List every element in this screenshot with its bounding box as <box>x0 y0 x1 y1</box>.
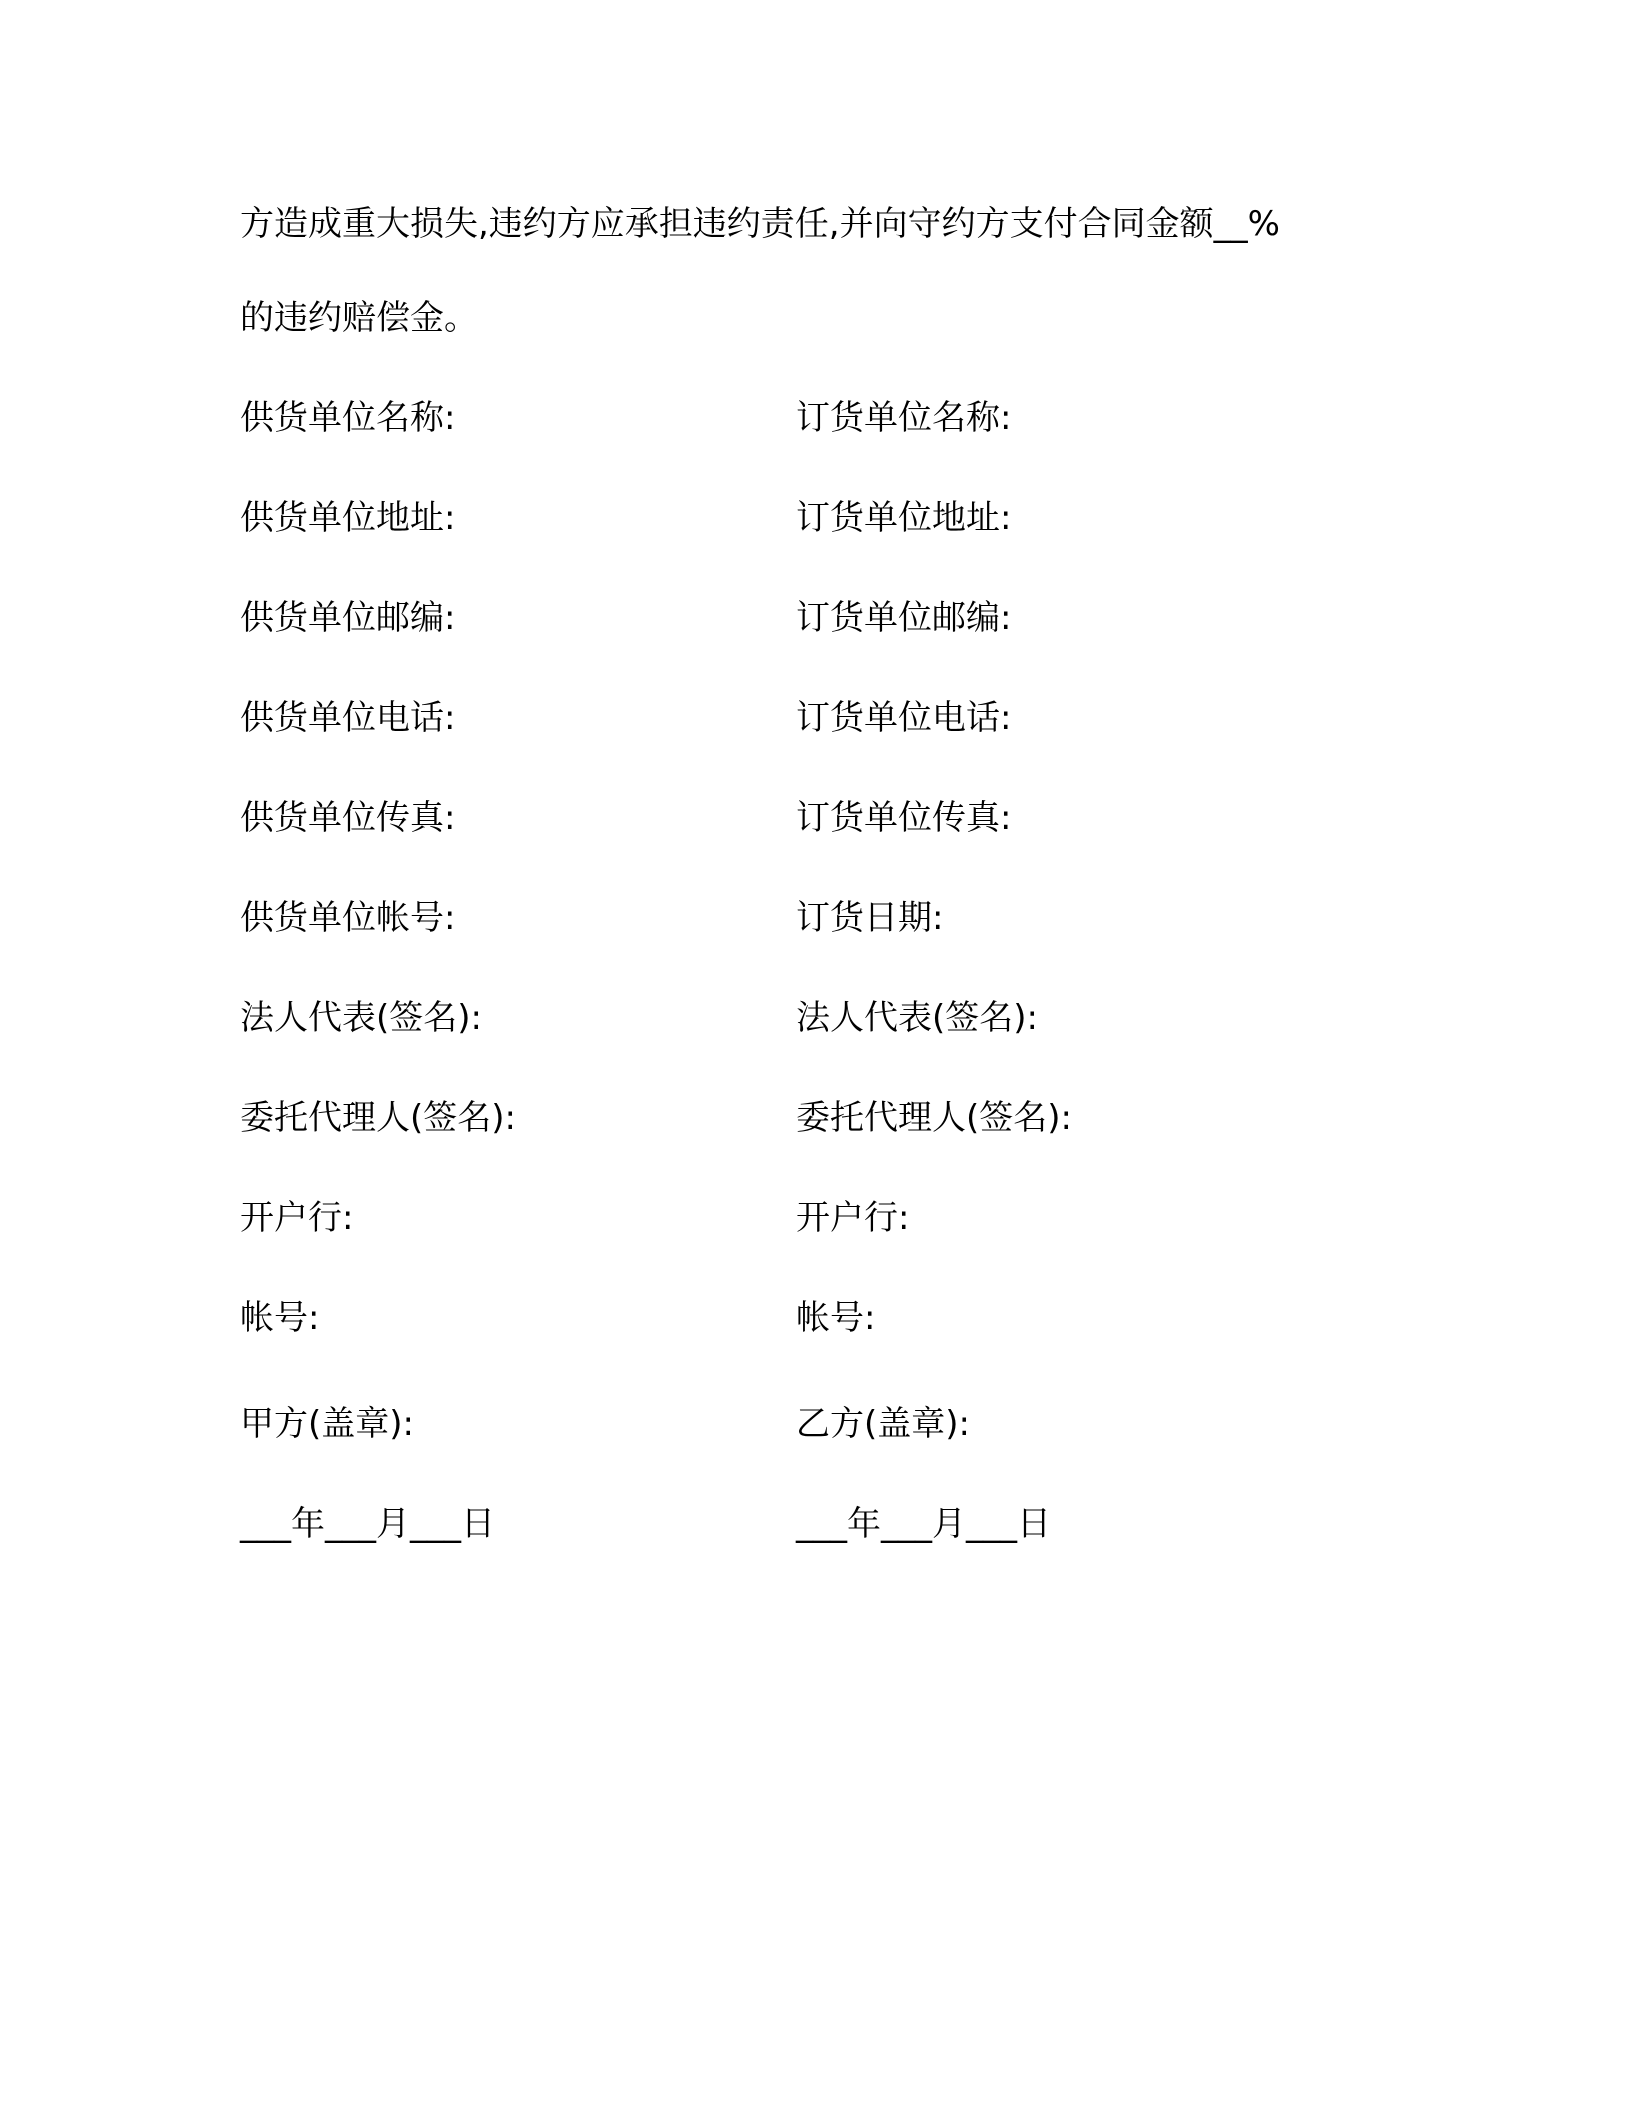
supplier-agent-label: 委托代理人(签名): <box>240 1098 516 1138</box>
supplier-fax-label: 供货单位传真: <box>240 798 456 838</box>
paragraph-line-2: 的违约赔偿金。 <box>240 298 478 338</box>
paragraph-line-1: 方造成重大损失,违约方应承担违约责任,并向守约方支付合同金额__% <box>240 204 1280 244</box>
party-b-seal-label: 乙方(盖章): <box>796 1404 970 1444</box>
party-b-date: ___年___月___日 <box>796 1504 1051 1544</box>
supplier-bank-account-label: 帐号: <box>240 1298 320 1338</box>
row-seal <box>240 1402 1400 1446</box>
buyer-bank-label: 开户行: <box>796 1198 910 1238</box>
buyer-postcode-label: 订货单位邮编: <box>796 598 1012 638</box>
buyer-bank-account-label: 帐号: <box>796 1298 876 1338</box>
buyer-fax-label: 订货单位传真: <box>796 798 1012 838</box>
buyer-legal-rep-label: 法人代表(签名): <box>796 998 1038 1038</box>
supplier-bank-label: 开户行: <box>240 1198 354 1238</box>
row-account <box>240 1296 1400 1340</box>
row-account-date <box>240 896 1400 940</box>
order-date-label: 订货日期: <box>796 898 944 938</box>
buyer-phone-label: 订货单位电话: <box>796 698 1012 738</box>
row-unit-name <box>240 396 1400 440</box>
row-agent <box>240 1096 1400 1140</box>
buyer-address-label: 订货单位地址: <box>796 498 1012 538</box>
row-unit-phone <box>240 696 1400 740</box>
supplier-postcode-label: 供货单位邮编: <box>240 598 456 638</box>
row-date <box>240 1502 1400 1546</box>
row-legal-rep <box>240 996 1400 1040</box>
party-a-seal-label: 甲方(盖章): <box>240 1404 414 1444</box>
supplier-legal-rep-label: 法人代表(签名): <box>240 998 482 1038</box>
buyer-agent-label: 委托代理人(签名): <box>796 1098 1072 1138</box>
buyer-name-label: 订货单位名称: <box>796 398 1012 438</box>
row-unit-fax <box>240 796 1400 840</box>
party-a-date: ___年___月___日 <box>240 1504 495 1544</box>
row-unit-address <box>240 496 1400 540</box>
row-bank <box>240 1196 1400 1240</box>
supplier-phone-label: 供货单位电话: <box>240 698 456 738</box>
supplier-address-label: 供货单位地址: <box>240 498 456 538</box>
row-unit-postcode <box>240 596 1400 640</box>
supplier-account-label: 供货单位帐号: <box>240 898 456 938</box>
supplier-name-label: 供货单位名称: <box>240 398 456 438</box>
